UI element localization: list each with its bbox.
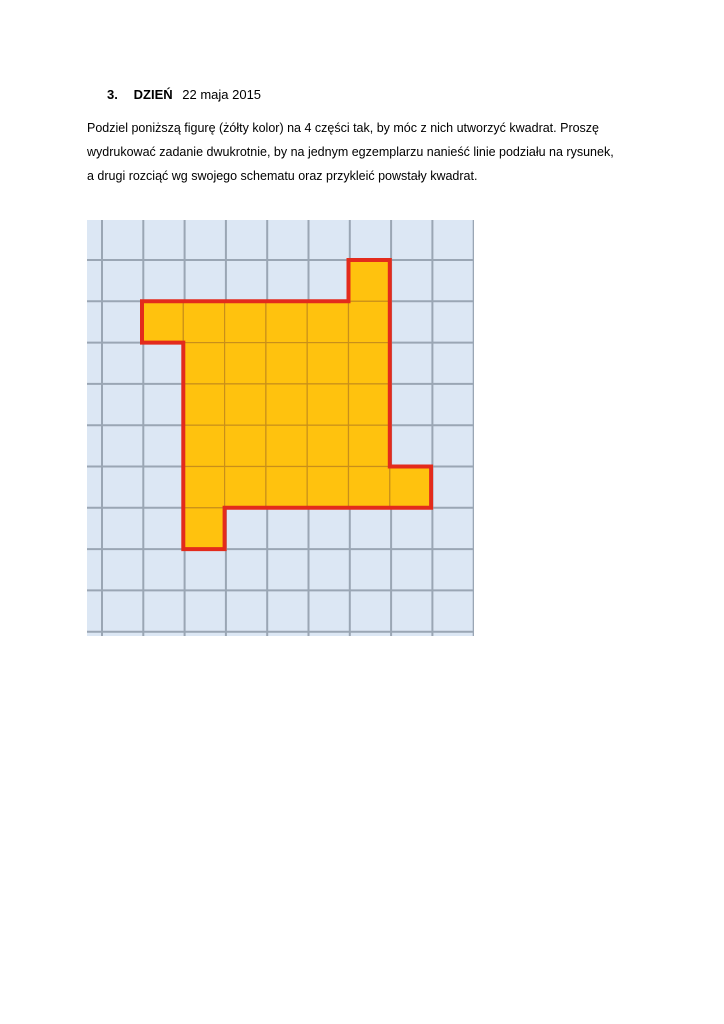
figure-cell: [225, 425, 266, 466]
figure-cell: [349, 343, 390, 384]
figure-cell: [307, 425, 348, 466]
figure-cell: [390, 467, 431, 508]
figure-cell: [266, 425, 307, 466]
task-number: 3.: [107, 87, 118, 102]
figure-cell: [266, 384, 307, 425]
figure-cell: [225, 343, 266, 384]
task-date: 22 maja 2015: [182, 87, 262, 102]
figure-cell: [307, 467, 348, 508]
instruction-line-3: a drugi rozciąć wg swojego schematu oraz przykleić powstały kwadrat.: [87, 169, 478, 183]
figure-cell: [266, 301, 307, 342]
figure-cell: [349, 384, 390, 425]
figure-cell: [183, 425, 224, 466]
figure-cell: [349, 467, 390, 508]
figure-cell: [307, 343, 348, 384]
grid-figure: [87, 220, 474, 636]
figure-cell: [307, 384, 348, 425]
figure-cell: [225, 301, 266, 342]
figure-cell: [183, 343, 224, 384]
figure-cell: [183, 301, 224, 342]
figure-cell: [266, 343, 307, 384]
figure-cell: [349, 260, 390, 301]
figure-cell: [349, 301, 390, 342]
task-instructions: [87, 116, 687, 188]
figure-cell: [183, 384, 224, 425]
task-heading: [107, 86, 261, 104]
figure-cell: [142, 301, 183, 342]
figure-cell: [225, 384, 266, 425]
instruction-line-2: wydrukować zadanie dwukrotnie, by na jednym egzemplarzu nanieść linie podziału na rysunek,: [87, 145, 614, 159]
figure-cell: [349, 425, 390, 466]
task-day-label: DZIEŃ: [133, 87, 173, 102]
figure-cell: [183, 508, 224, 549]
figure-cell: [183, 467, 224, 508]
grid-figure-svg: [87, 220, 474, 636]
instruction-line-1: Podziel poniższą figurę (żółty kolor) na 4 części tak, by móc z nich utworzyć kwadrat. Proszę: [87, 121, 600, 135]
figure-cell: [307, 301, 348, 342]
figure-cell: [225, 467, 266, 508]
figure-cell: [266, 467, 307, 508]
